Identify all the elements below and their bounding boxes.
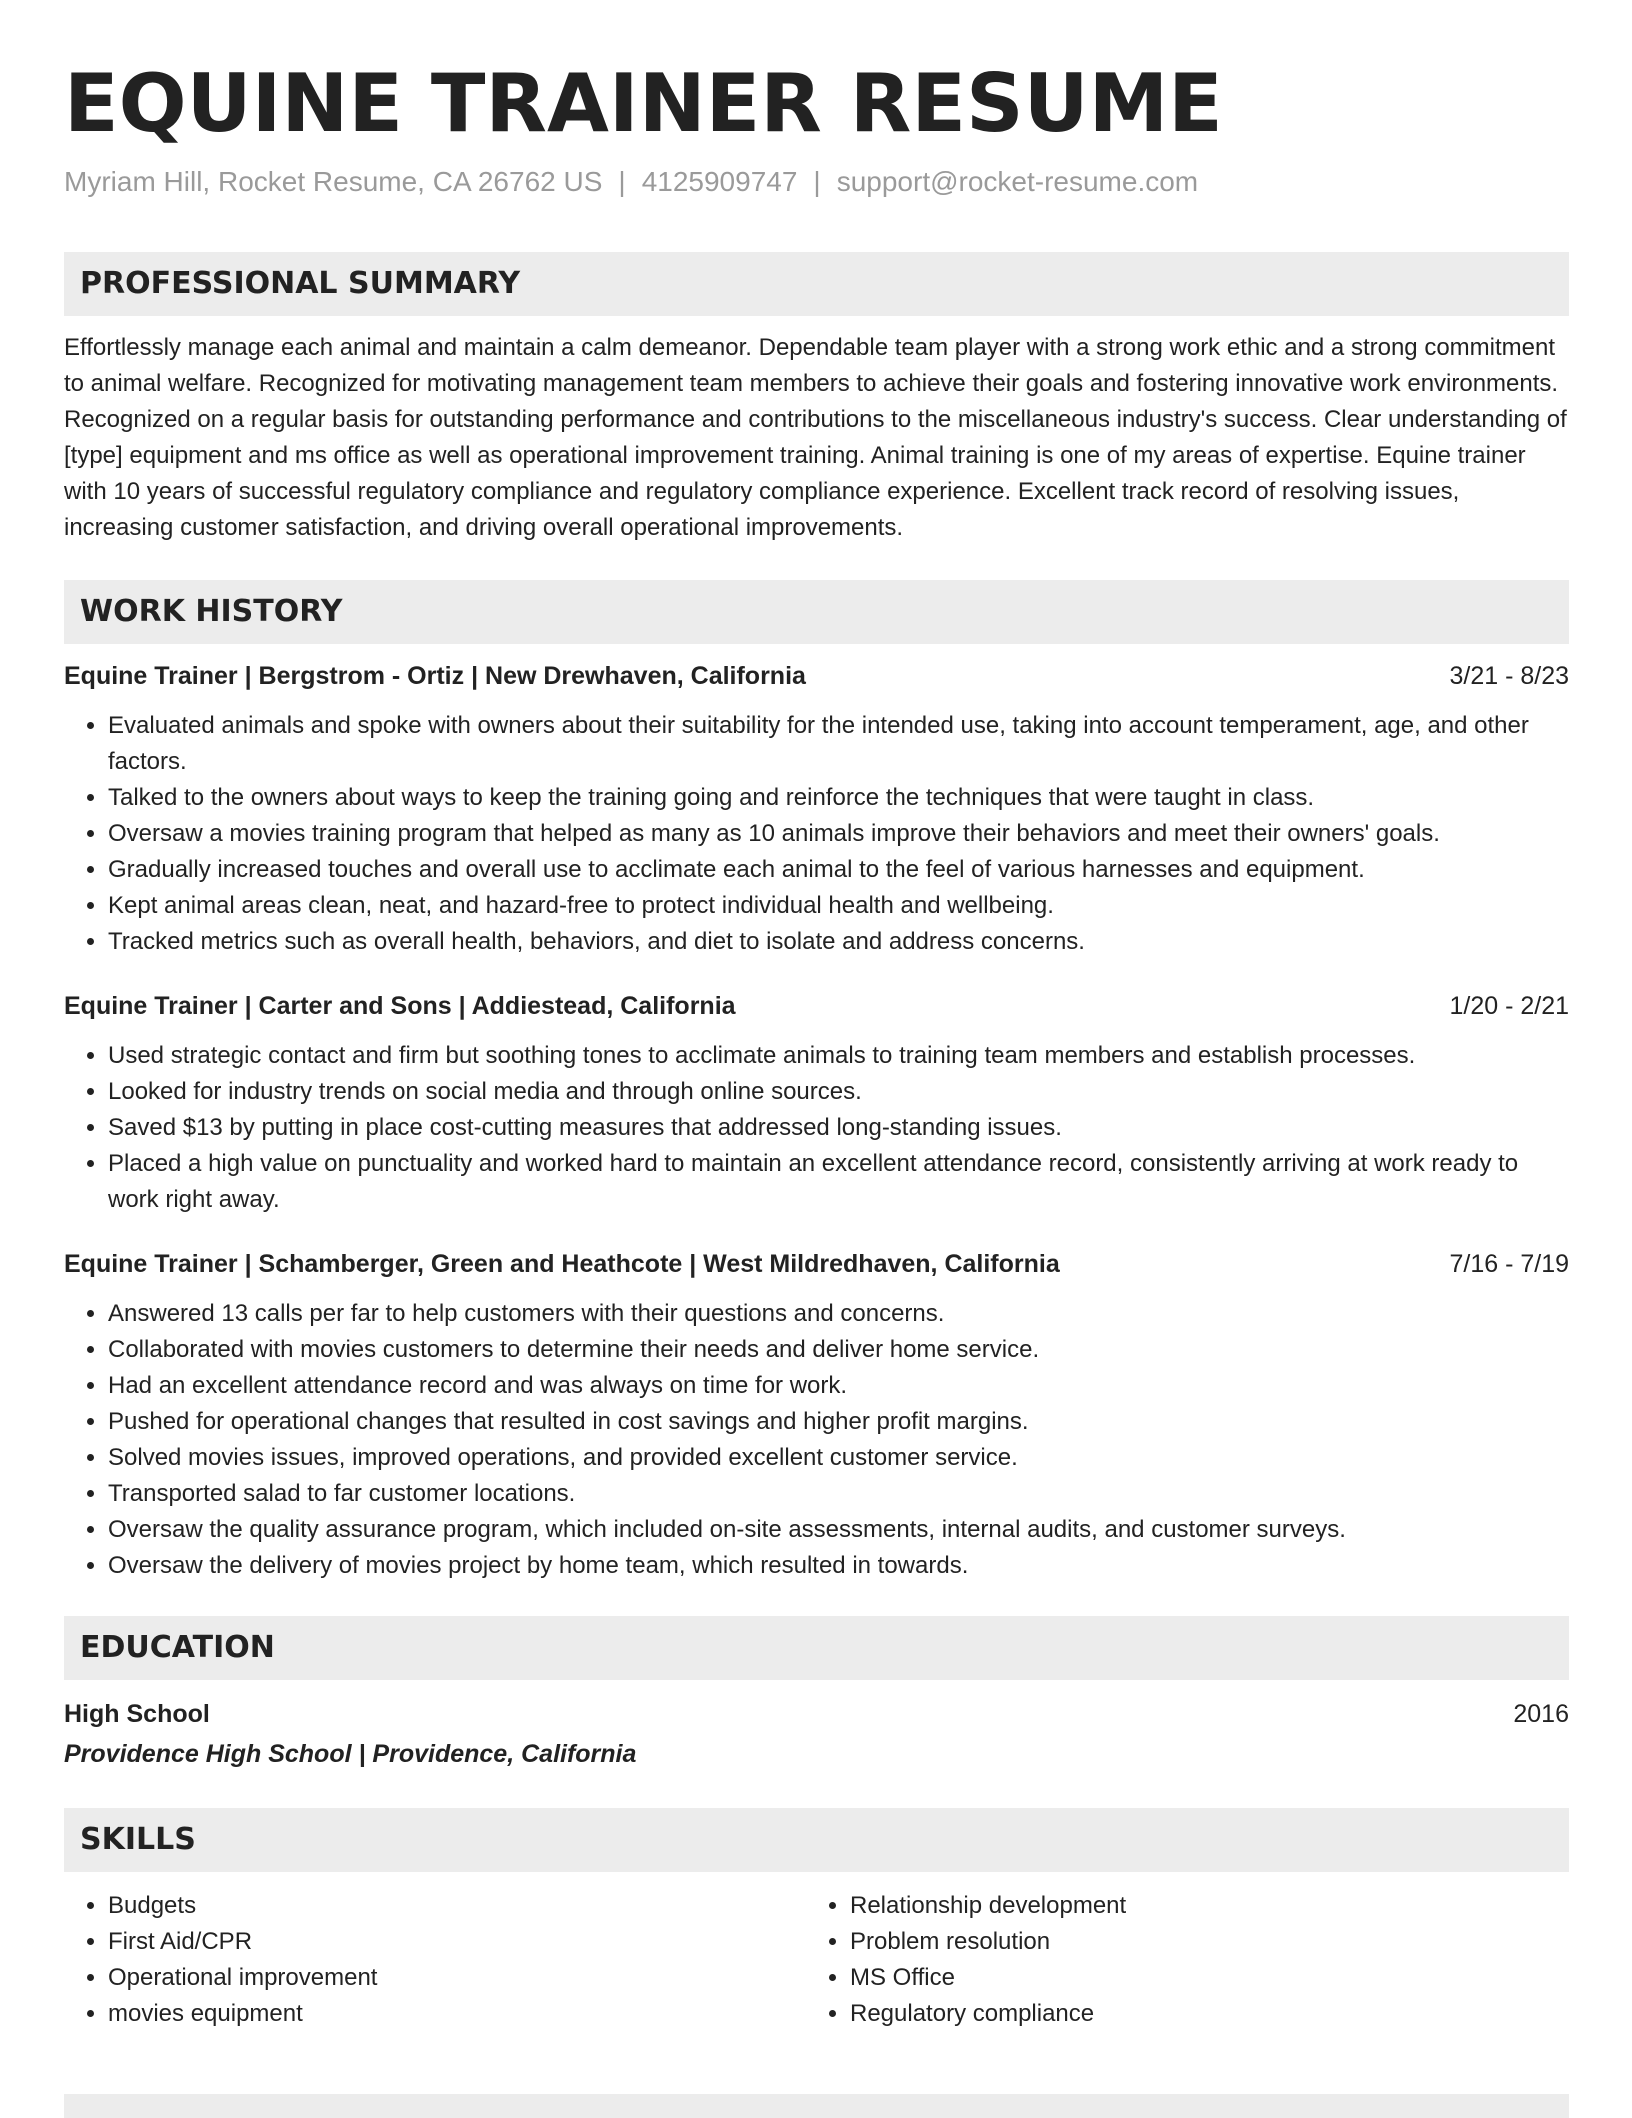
contact-line: [64, 164, 1569, 200]
section-heading-work: WORK HISTORY: [64, 580, 1569, 644]
section-heading-skills: SKILLS: [64, 1808, 1569, 1872]
skills-column-right: [806, 1888, 1548, 2032]
job-bullets: [64, 708, 1569, 960]
resume-page: [64, 0, 1569, 2032]
education-header: [64, 1696, 1569, 1732]
education-year: 2016: [1513, 1700, 1569, 1728]
list-item: • Evaluated animals and spoke with owners about their suitability for the intended use, taking into account temperament, age, and other factors.: [108, 708, 1569, 780]
skills-column-left: [64, 1888, 806, 2032]
list-item: • Answered 13 calls per far to help customers with their questions and concerns.: [108, 1296, 1569, 1332]
list-item: • Pushed for operational changes that resulted in cost savings and higher profit margins.: [108, 1404, 1569, 1440]
list-item: • Oversaw a movies training program that helped as many as 10 animals improve their behaviors and meet their owners' goals.: [108, 816, 1569, 852]
list-item: • Talked to the owners about ways to keep the training going and reinforce the techniques that were taught in class.: [108, 780, 1569, 816]
job-header: [64, 658, 1569, 694]
list-item: • Had an excellent attendance record and was always on time for work.: [108, 1368, 1569, 1404]
list-item: • Gradually increased touches and overall use to acclimate each animal to the feel of various harnesses and equipment.: [108, 852, 1569, 888]
contact-separator: |: [813, 166, 821, 197]
list-item: • MS Office: [850, 1960, 1548, 1996]
job-title: Equine Trainer | Schamberger, Green and Heathcote | West Mildredhaven, California: [64, 1250, 1060, 1278]
list-item: • Operational improvement: [108, 1960, 806, 1996]
contact-separator: |: [618, 166, 626, 197]
section-heading-bar-cut-off: [64, 2094, 1569, 2118]
list-item: • Oversaw the delivery of movies project by home team, which resulted in towards.: [108, 1548, 1569, 1584]
summary-text: Effortlessly manage each animal and maintain a calm demeanor. Dependable team player with a strong work ethic and a strong commitment to animal welfare. Recognized for motivating management team members to achieve their goals and fostering innovative work environments. Recognized on a regular basis for outstanding performance and contributions to the miscellaneous industry's success. Clear understanding of [type] equipment and ms office as well as operational improvement training. Animal training is one of my areas of expertise. Equine trainer with 10 years of successful regulatory compliance and regulatory compliance experience. Excellent track record of resolving issues, increasing customer satisfaction, and driving overall operational improvements.: [64, 334, 1567, 541]
job-bullets: [64, 1296, 1569, 1584]
job-entry: [64, 658, 1569, 960]
list-item: • Oversaw the quality assurance program, which included on-site assessments, internal audits, and customer surveys.: [108, 1512, 1569, 1548]
list-item: • Transported salad to far customer locations.: [108, 1476, 1569, 1512]
list-item: • Kept animal areas clean, neat, and hazard-free to protect individual health and wellbeing.: [108, 888, 1569, 924]
contact-phone: 4125909747: [641, 166, 798, 197]
job-title: Equine Trainer | Bergstrom - Ortiz | New Drewhaven, California: [64, 662, 806, 690]
list-item: • movies equipment: [108, 1996, 806, 2032]
list-item: • Solved movies issues, improved operations, and provided excellent customer service.: [108, 1440, 1569, 1476]
list-item: • Collaborated with movies customers to determine their needs and deliver home service.: [108, 1332, 1569, 1368]
job-header: [64, 1246, 1569, 1282]
job-entry: [64, 1246, 1569, 1584]
section-heading-summary: PROFESSIONAL SUMMARY: [64, 252, 1569, 316]
list-item: • Used strategic contact and firm but soothing tones to acclimate animals to training team members and establish processes.: [108, 1038, 1569, 1074]
education-degree: High School: [64, 1700, 210, 1728]
list-item: • Relationship development: [850, 1888, 1548, 1924]
list-item: • Tracked metrics such as overall health, behaviors, and diet to isolate and address concerns.: [108, 924, 1569, 960]
job-dates: 7/16 - 7/19: [1449, 1250, 1569, 1278]
list-item: • Problem resolution: [850, 1924, 1548, 1960]
section-heading-education: EDUCATION: [64, 1616, 1569, 1680]
job-dates: 1/20 - 2/21: [1449, 992, 1569, 1020]
skills-list: [64, 1888, 1569, 2032]
contact-address: Myriam Hill, Rocket Resume, CA 26762 US: [64, 166, 603, 197]
job-dates: 3/21 - 8/23: [1449, 662, 1569, 690]
list-item: • Budgets: [108, 1888, 806, 1924]
job-title: Equine Trainer | Carter and Sons | Addiestead, California: [64, 992, 736, 1020]
list-item: • Saved $13 by putting in place cost-cutting measures that addressed long-standing issues.: [108, 1110, 1569, 1146]
list-item: • Regulatory compliance: [850, 1996, 1548, 2032]
list-item: • Looked for industry trends on social media and through online sources.: [108, 1074, 1569, 1110]
list-item: • Placed a high value on punctuality and worked hard to maintain an excellent attendance record, consistently arriving at work ready to work right away.: [108, 1146, 1569, 1218]
job-entry: [64, 988, 1569, 1218]
education-school: Providence High School | Providence, California: [64, 1740, 637, 1768]
list-item: • First Aid/CPR: [108, 1924, 806, 1960]
resume-title: EQUINE TRAINER RESUME: [64, 57, 1223, 150]
contact-email: support@rocket-resume.com: [836, 166, 1199, 197]
job-header: [64, 988, 1569, 1024]
job-bullets: [64, 1038, 1569, 1218]
